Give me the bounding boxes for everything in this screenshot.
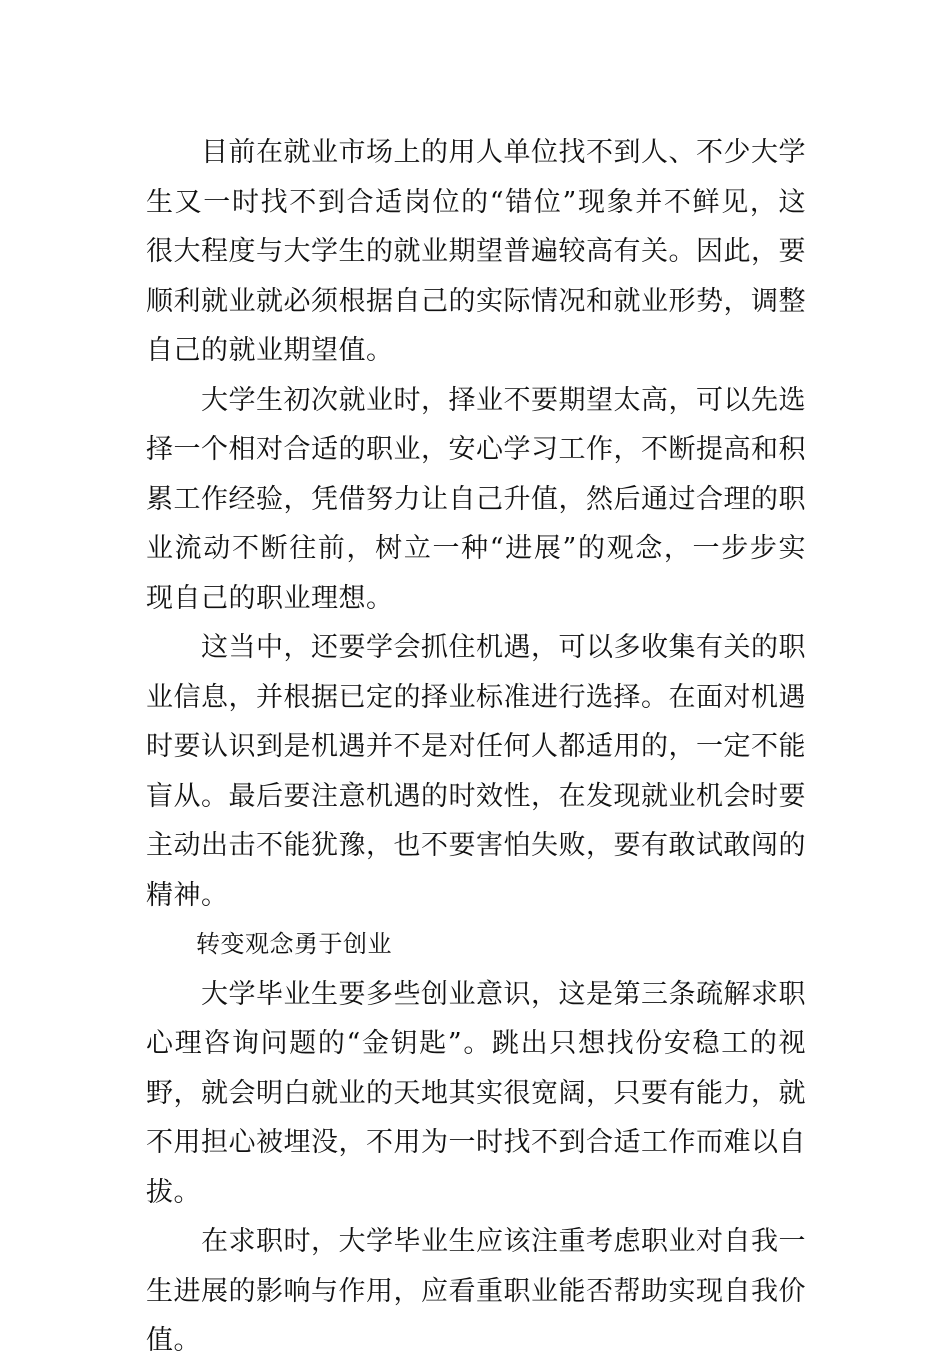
document-body <box>146 128 806 1366</box>
paragraph-entrepreneurship: 大学毕业生要多些创业意识，这是第三条疏解求职心理咨询问题的“金钥匙”。跳出只想找份安稳工的视野，就会明白就业的天地其实很宽阔，只要有能力，就不用担心被埋没，不用为一时找不到合适工作而难以自拔。 <box>146 978 806 1208</box>
paragraph-seize-opportunity: 这当中，还要学会抓住机遇，可以多收集有关的职业信息，并根据已定的择业标准进行选择。在面对机遇时要认识到是机遇并不是对任何人都适用的，一定不能盲从。最后要注意机遇的时效性，在发现就业机会时要主动出击不能犹豫，也不要害怕失败，要有敢试敢闯的精神。 <box>146 632 806 911</box>
paragraph-first-job: 大学生初次就业时，择业不要期望太高，可以先选择一个相对合适的职业，安心学习工作，不断提高和积累工作经验，凭借努力让自己升值，然后通过合理的职业流动不断往前，树立一种“进展”的观念，一步步实现自己的职业理想。 <box>146 384 806 614</box>
paragraph-employment-expectation: 目前在就业市场上的用人单位找不到人、不少大学生又一时找不到合适岗位的“错位”现象并不鲜见，这很大程度与大学生的就业期望普遍较高有关。因此，要顺利就业就必须根据自己的实际情况和就业形势，调整自己的就业期望值。 <box>146 137 806 366</box>
section-heading: 转变观念勇于创业 <box>196 930 392 958</box>
paragraph-self-value: 在求职时，大学毕业生应该注重考虑职业对自我一生进展的影响与作用，应看重职业能否帮助实现自我价值。 <box>146 1226 806 1356</box>
